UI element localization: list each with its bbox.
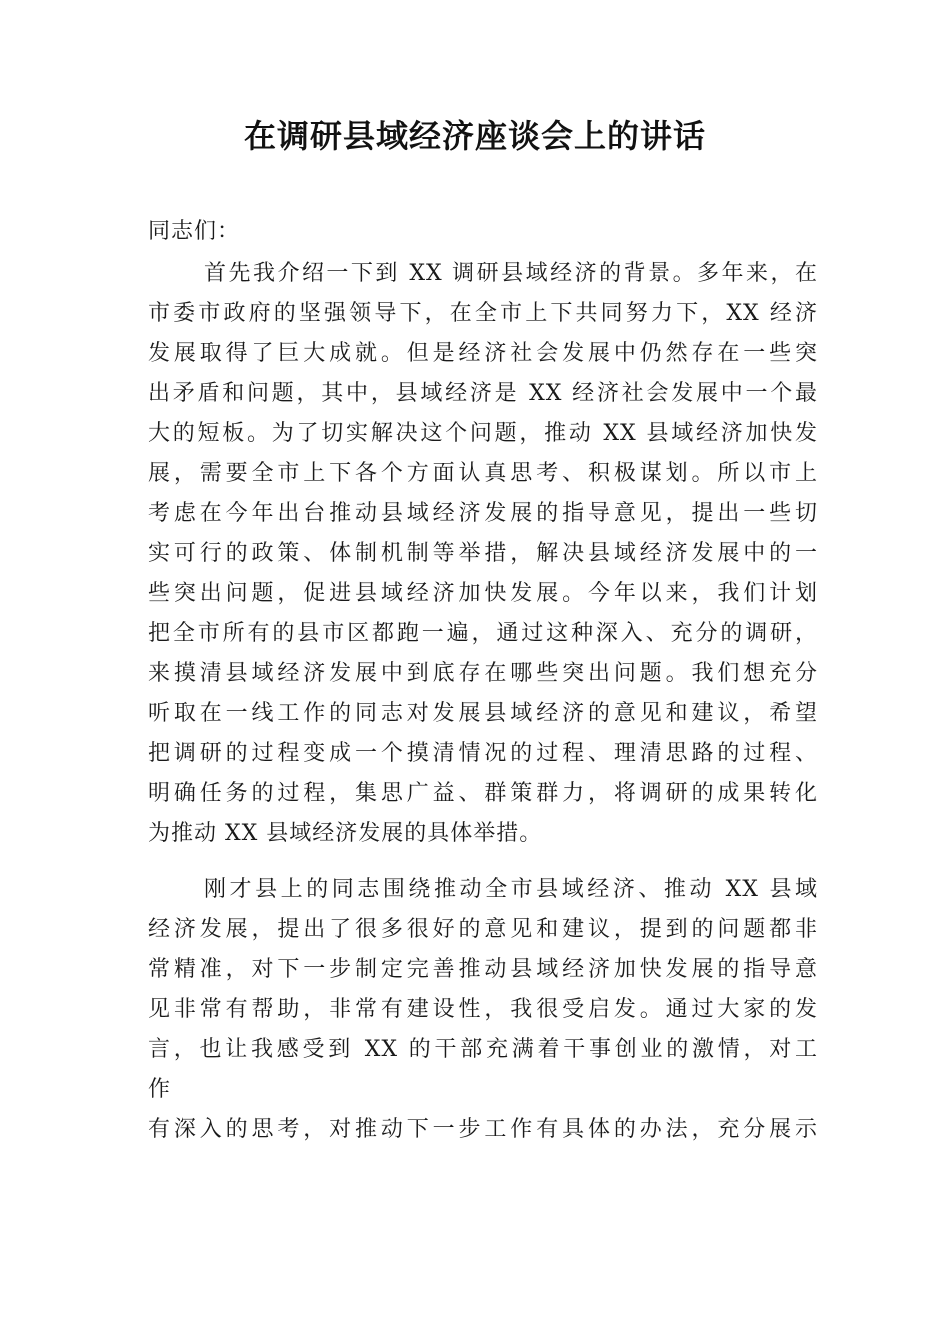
document-body: [148, 212, 818, 1150]
paragraph-line: 出矛盾和问题，其中，县域经济是 XX 经济社会发展中一个最: [148, 381, 818, 406]
paragraph-line: 首先我介绍一下到 XX 调研县域经济的背景。多年来，在: [204, 261, 818, 286]
paragraph-gap: [148, 854, 818, 870]
document-title: 在调研县域经济座谈会上的讲话: [243, 117, 706, 155]
paragraph-line: 明确任务的过程，集思广益、群策群力，将调研的成果转化: [148, 781, 818, 806]
paragraph-line: 为推动 XX 县域经济发展的具体举措。: [148, 821, 543, 846]
paragraph-line: 把调研的过程变成一个摸清情况的过程、理清思路的过程、: [148, 741, 818, 766]
paragraph-line: 实可行的政策、体制机制等举措，解决县域经济发展中的一: [148, 541, 818, 566]
paragraph-2: [148, 870, 818, 1150]
paragraph-line: 考虑在今年出台推动县域经济发展的指导意见，提出一些切: [148, 501, 818, 526]
paragraph-line: 发展取得了巨大成就。但是经济社会发展中仍然存在一些突: [148, 341, 818, 366]
paragraph-line: 经济发展，提出了很多很好的意见和建议，提到的问题都非: [148, 917, 818, 942]
paragraph-line: 市委市政府的坚强领导下，在全市上下共同努力下，XX 经济: [148, 301, 818, 326]
paragraph-line: 听取在一线工作的同志对发展县域经济的意见和建议，希望: [148, 701, 818, 726]
paragraph-line: 刚才县上的同志围绕推动全市县域经济、推动 XX 县域: [204, 877, 818, 902]
paragraph-line: 言，也让我感受到 XX 的干部充满着干事创业的激情，对工: [148, 1037, 818, 1062]
paragraph-line: 些突出问题，促进县域经济加快发展。今年以来，我们计划: [148, 581, 818, 606]
paragraph-line: 作: [148, 1077, 172, 1102]
paragraph-line: 展，需要全市上下各个方面认真思考、积极谋划。所以市上: [148, 461, 818, 486]
paragraph-line: 把全市所有的县市区都跑一遍，通过这种深入、充分的调研，: [148, 621, 818, 646]
paragraph-line: 大的短板。为了切实解决这个问题，推动 XX 县域经济加快发: [148, 421, 818, 446]
paragraph-line: 见非常有帮助，非常有建设性，我很受启发。通过大家的发: [148, 997, 818, 1022]
paragraph-line: 来摸清县域经济发展中到底存在哪些突出问题。我们想充分: [148, 661, 818, 686]
paragraph-1: [148, 254, 818, 854]
salutation: 同志们：: [148, 219, 241, 244]
paragraph-line: 常精准，对下一步制定完善推动县域经济加快发展的指导意: [148, 957, 818, 982]
paragraph-line: 有深入的思考，对推动下一步工作有具体的办法，充分展示: [148, 1117, 818, 1142]
